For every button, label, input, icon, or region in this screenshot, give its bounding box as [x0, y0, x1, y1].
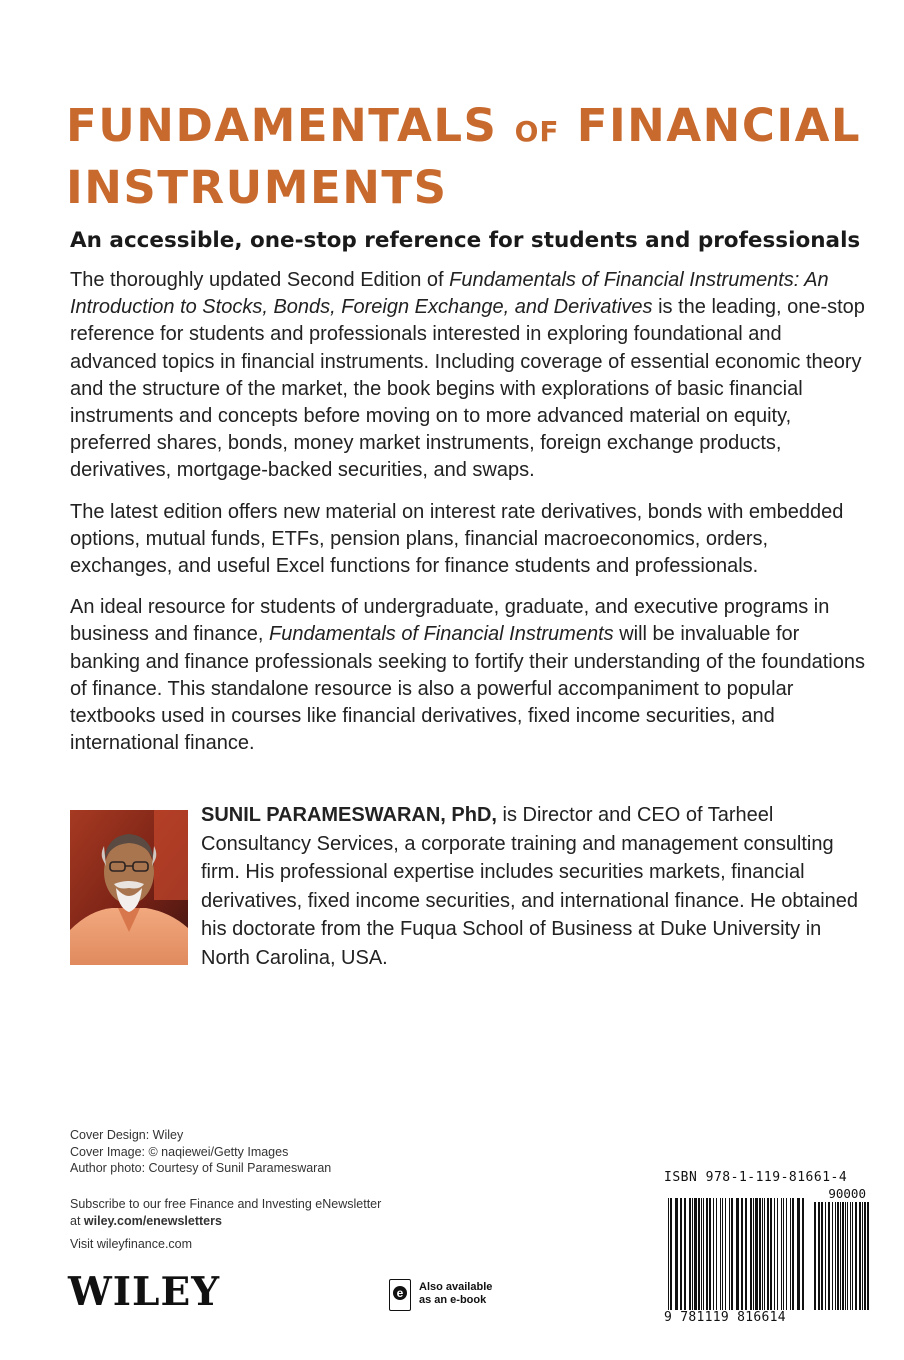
- author-name: SUNIL PARAMESWARAN, PhD,: [201, 804, 497, 826]
- p1-book-title: Fundamentals of Financial Instruments: An Introduction to Stocks, Bonds, Foreign Exchange, and Derivatives: [70, 269, 829, 319]
- author-portrait-illustration: [70, 810, 188, 965]
- p3-lead: An ideal resource for students of undergraduate, graduate, and executive programs in business and finance,: [70, 596, 830, 646]
- barcode-bar: [762, 1198, 763, 1310]
- ebook-badge: [389, 1279, 509, 1313]
- addon-bar: [845, 1202, 846, 1310]
- author-bio-text: is Director and CEO of Tarheel Consultancy Services, a corporate training and management consulting firm. His professional expertise includes securities markets, financial derivatives, fixed income securities, and international finance. He obtained his doctorate from the Fuqua School of Business at Duke University in North Carolina, USA.: [201, 804, 859, 969]
- ebook-icon: [389, 1279, 411, 1311]
- barcode-bar: [770, 1198, 772, 1310]
- barcode-bar: [786, 1198, 787, 1310]
- barcode-bar: [694, 1198, 697, 1310]
- newsletter-prefix: at: [70, 1213, 84, 1228]
- tagline: An accessible, one-stop reference for students and professionals: [70, 228, 861, 253]
- barcode-bar: [736, 1198, 739, 1310]
- isbn-label: ISBN 978-1-119-81661-4: [664, 1170, 848, 1185]
- addon-bar: [825, 1202, 826, 1310]
- description-paragraph-1: [70, 267, 870, 485]
- credits: [70, 1127, 331, 1177]
- addon-bar: [828, 1202, 830, 1310]
- ebook-icon-letter: e: [393, 1286, 407, 1300]
- newsletter-notice: [70, 1196, 381, 1229]
- barcode-bar: [741, 1198, 743, 1310]
- barcode-bar: [777, 1198, 778, 1310]
- barcode-bar: [767, 1198, 769, 1310]
- addon-bar: [842, 1202, 844, 1310]
- addon-bar: [814, 1202, 816, 1310]
- barcode-bar: [759, 1198, 761, 1310]
- barcode-bar: [692, 1198, 693, 1310]
- p1-rest: is the leading, one-stop reference for students and professionals interested in exploring foundational and advanced topics in financial instruments. Including coverage of essential economic theory and the structure of the market, the book begins with explorations of basic financial instruments and concepts before moving on to more advanced material on equity, preferred shares, bonds, money market instruments, foreign exchange products, derivatives, mortgage-backed securities, and swaps.: [70, 296, 865, 482]
- barcode-bar: [668, 1198, 669, 1310]
- barcode-bar: [720, 1198, 721, 1310]
- ebook-label-line1: Also available: [419, 1281, 493, 1293]
- barcode-bar: [680, 1198, 682, 1310]
- title-word-financial: FINANCIAL: [576, 99, 862, 152]
- ean-digits: 9 781119 816614: [664, 1310, 786, 1325]
- author-photo: [70, 810, 188, 965]
- barcode-bar: [792, 1198, 794, 1310]
- barcode-bar: [797, 1198, 800, 1310]
- barcode-block: [664, 1170, 874, 1330]
- barcode-bar: [783, 1198, 784, 1310]
- addon-bar: [837, 1202, 839, 1310]
- barcode-bar: [781, 1198, 782, 1310]
- barcode-bar: [703, 1198, 704, 1310]
- addon-bar: [850, 1202, 851, 1310]
- p1-lead: The thoroughly updated Second Edition of: [70, 269, 450, 291]
- credit-author-photo: Author photo: Courtesy of Sunil Parameswaran: [70, 1161, 332, 1175]
- barcode-bar: [729, 1198, 730, 1310]
- barcode-bar: [689, 1198, 691, 1310]
- addon-bar: [852, 1202, 853, 1310]
- ebook-label-line2: as an e-book: [419, 1294, 487, 1306]
- barcode-bar: [670, 1198, 672, 1310]
- description-paragraph-3: [70, 594, 870, 757]
- title-word-instruments: INSTRUMENTS: [66, 161, 448, 214]
- addon-bar: [847, 1202, 848, 1310]
- ebook-label: [419, 1281, 509, 1307]
- addon-bar: [864, 1202, 866, 1310]
- newsletter-line: Subscribe to our free Finance and Investing eNewsletter: [70, 1197, 382, 1211]
- p3-book-title: Fundamentals of Financial Instruments: [269, 623, 614, 646]
- addon-bar: [821, 1202, 823, 1310]
- barcode-bars: [664, 1198, 874, 1310]
- credit-cover-image: Cover Image: © naqiewei/Getty Images: [70, 1144, 289, 1159]
- addon-bar: [840, 1202, 841, 1310]
- visit-website[interactable]: Visit wileyfinance.com: [70, 1237, 193, 1251]
- p3-rest: will be invaluable for banking and finance professionals seeking to fortify their understanding of the foundations of finance. This standalone resource is also a powerful accompaniment to popular textbooks used in courses like financial derivatives, fixed income securities, and international finance.: [70, 623, 865, 755]
- barcode-bar: [753, 1198, 754, 1310]
- barcode-bar: [698, 1198, 700, 1310]
- newsletter-link[interactable]: wiley.com/enewsletters: [83, 1213, 222, 1228]
- book-title: [66, 98, 886, 216]
- author-bio: [201, 801, 871, 973]
- newsletter-link-line: [70, 1213, 381, 1230]
- barcode-bar: [709, 1198, 711, 1310]
- addon-bar: [832, 1202, 833, 1310]
- addon-bar: [835, 1202, 836, 1310]
- addon-bar: [859, 1202, 861, 1310]
- barcode-bar: [802, 1198, 804, 1310]
- barcode-bar: [722, 1198, 723, 1310]
- barcode-bar: [684, 1198, 686, 1310]
- barcode-bar: [701, 1198, 702, 1310]
- barcode-bar: [675, 1198, 678, 1310]
- title-word-of: OF: [514, 115, 560, 148]
- barcode-bar: [706, 1198, 708, 1310]
- barcode-bar: [725, 1198, 726, 1310]
- addon-bar: [855, 1202, 857, 1310]
- addon-bar: [818, 1202, 820, 1310]
- barcode-bar: [755, 1198, 758, 1310]
- barcode-bar: [750, 1198, 752, 1310]
- description: [70, 267, 870, 771]
- barcode-bar: [764, 1198, 765, 1310]
- barcode-bar: [774, 1198, 775, 1310]
- title-word-fundamentals: FUNDAMENTALS: [66, 99, 498, 152]
- barcode-bar: [790, 1198, 791, 1310]
- description-paragraph-2: The latest edition offers new material on interest rate derivatives, bonds with embedded options, mutual funds, ETFs, pension plans, financial macroeconomics, orders, exchanges, and useful Excel functions for finance students and professionals.: [70, 500, 844, 578]
- barcode-bar: [713, 1198, 714, 1310]
- price-code: 90000: [828, 1186, 866, 1201]
- barcode-bar: [716, 1198, 717, 1310]
- barcode-bar: [745, 1198, 747, 1310]
- credit-cover-design: Cover Design: Wiley: [70, 1128, 184, 1142]
- barcode-bar: [731, 1198, 733, 1310]
- addon-bar: [867, 1202, 869, 1310]
- addon-bar: [862, 1202, 863, 1310]
- wiley-logo: WILEY: [68, 1269, 221, 1315]
